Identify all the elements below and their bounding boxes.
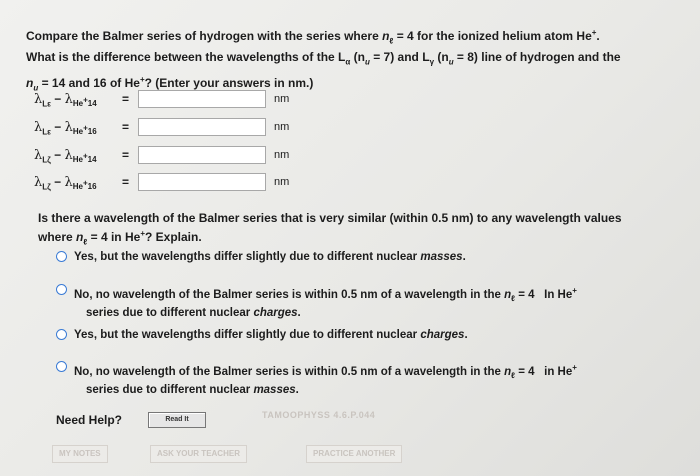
unit-label-4: nm	[274, 176, 290, 188]
answer-label-4: $\lambda_{L\zeta} - \lambda_{He^+16}$	[34, 175, 97, 192]
answer-label-2: $\lambda_{L\varepsilon} - \lambda_{He^+16}$	[34, 120, 97, 137]
question-line-2: What is the difference between the wavelengths of the $L_\alpha$ $(n_u = 7)$ and $L_\gamma$ $(n_u = 8)$ line of hydrogen and the	[26, 50, 621, 67]
unit-label-1: nm	[274, 93, 290, 105]
option-1[interactable]: Yes, but the wavelengths differ slightly due to different nuclear masses.	[56, 250, 676, 265]
answer-input-4[interactable]	[138, 173, 266, 191]
option-2[interactable]: No, no wavelength of the Balmer series is within 0.5 nm of a wavelength in the $n_\ell = 4$ In He+ series due to different nuclear charges.	[56, 283, 676, 321]
answer-input-2[interactable]	[138, 118, 266, 136]
question-line-3: $n_u = 14$ and 16 of He+? (Enter your answers in nm.)	[26, 74, 314, 93]
radio-button[interactable]	[56, 251, 67, 262]
option-3[interactable]: Yes, but the wavelengths differ slightly due to different nuclear charges.	[56, 328, 676, 343]
unit-label-2: nm	[274, 121, 290, 133]
radio-button[interactable]	[56, 361, 67, 372]
radio-button[interactable]	[56, 284, 67, 295]
radio-button[interactable]	[56, 329, 67, 340]
need-help-label: Need Help?	[56, 413, 123, 427]
answer-label-1: $\lambda_{L\varepsilon} - \lambda_{He^+14}$	[34, 92, 97, 109]
answer-input-3[interactable]	[138, 146, 266, 164]
read-it-button[interactable]: Read It	[148, 412, 206, 428]
unit-label-3: nm	[274, 149, 290, 161]
answer-input-1[interactable]	[138, 90, 266, 108]
my-notes-button[interactable]: MY NOTES	[52, 445, 108, 463]
question-line-1: Compare the Balmer series of hydrogen with the series where $n_\ell = 4$ for the ionized helium atom He+.	[26, 28, 600, 46]
ask-teacher-button[interactable]: ASK YOUR TEACHER	[150, 445, 247, 463]
question-2-text: Is there a wavelength of the Balmer series that is very similar (within 0.5 nm) to any wavelength values where $n_\ell = 4$ in He+? Explain.	[38, 211, 622, 247]
question-text	[26, 24, 686, 96]
option-4[interactable]: No, no wavelength of the Balmer series is within 0.5 nm of a wavelength in the $n_\ell = 4$ in He+ series due to different nuclear masses.	[56, 360, 676, 398]
answer-label-3: $\lambda_{L\zeta} - \lambda_{He^+14}$	[34, 148, 97, 165]
problem-id-watermark: TAMOOPHYSS 4.6.P.044	[262, 410, 376, 420]
practice-another-button[interactable]: PRACTICE ANOTHER	[306, 445, 402, 463]
